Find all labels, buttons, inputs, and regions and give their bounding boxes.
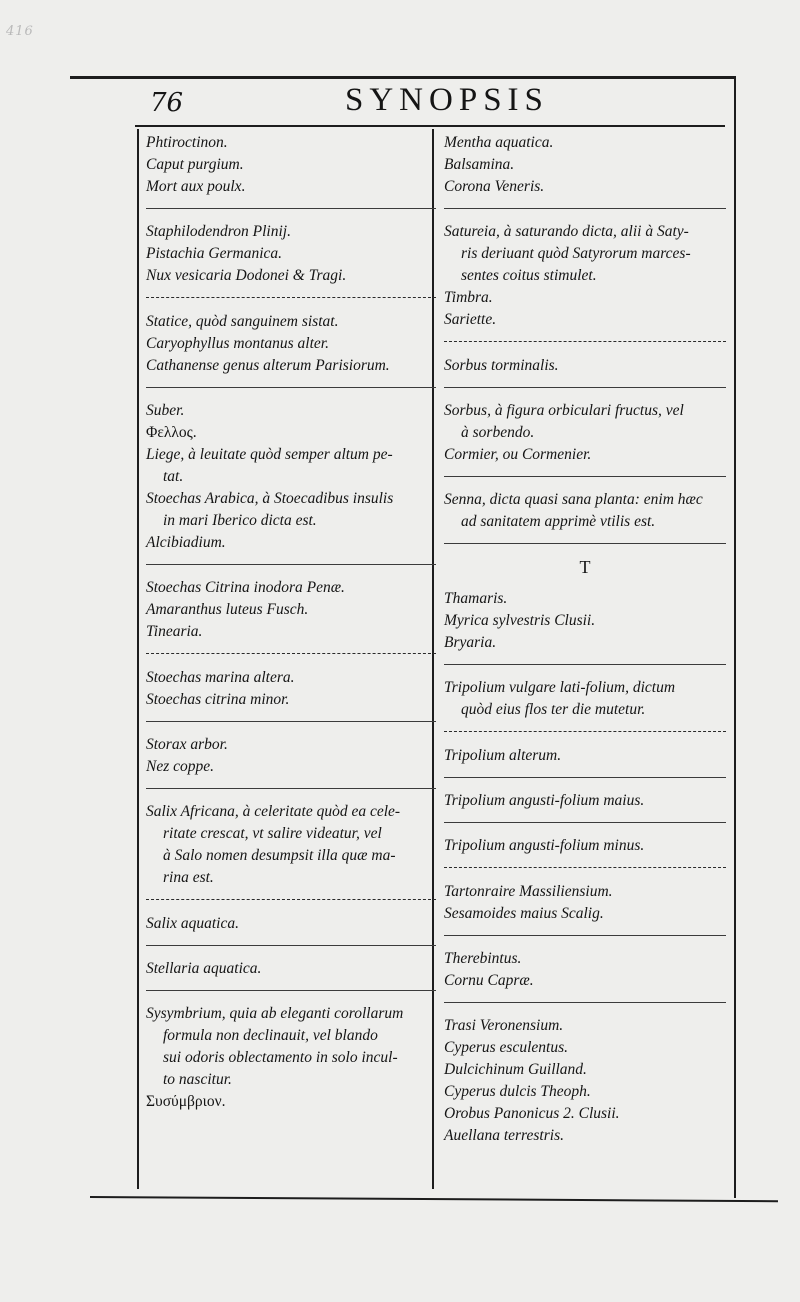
entry-line: Sariette. bbox=[444, 311, 497, 328]
entry-line: Stoechas Arabica, à Stoecadibus insulis bbox=[146, 490, 394, 507]
entry-line: Therebintus. bbox=[444, 950, 522, 967]
entry-line: Stellaria aquatica. bbox=[146, 960, 262, 977]
plant-entry bbox=[146, 577, 436, 643]
entry-line: Sysymbrium, quia ab eleganti corollarum bbox=[146, 1005, 404, 1022]
left-column-rule bbox=[137, 129, 139, 1189]
entry-line: rina est. bbox=[163, 869, 214, 886]
entry-line: Tripolium angusti-folium minus. bbox=[444, 837, 645, 854]
entry-line: Tripolium angusti-folium maius. bbox=[444, 792, 645, 809]
entry-line: to nascitur. bbox=[163, 1071, 232, 1088]
entry-divider bbox=[146, 208, 436, 209]
entry-line: quòd eius flos ter die mutetur. bbox=[461, 701, 646, 718]
entry-line: Stoechas marina altera. bbox=[146, 669, 295, 686]
running-title: SYNOPSIS bbox=[345, 82, 549, 118]
entry-line: Cyperus dulcis Theoph. bbox=[444, 1083, 591, 1100]
entry-line: Liege, à leuitate quòd semper altum pe- bbox=[146, 446, 393, 463]
section-letter-heading: T bbox=[579, 557, 591, 577]
entry-line: Satureia, à saturando dicta, alii à Saty- bbox=[444, 223, 689, 240]
plant-entry bbox=[146, 667, 436, 711]
entry-line: in mari Iberico dicta est. bbox=[163, 512, 317, 529]
entry-line: Sorbus torminalis. bbox=[444, 357, 559, 374]
entry-line: à sorbendo. bbox=[461, 424, 535, 441]
entry-line: Senna, dicta quasi sana planta: enim hæc bbox=[444, 491, 703, 508]
entry-divider bbox=[146, 387, 436, 388]
plant-entry bbox=[444, 745, 726, 767]
entry-line: sentes coitus stimulet. bbox=[461, 267, 597, 284]
entry-line: Storax arbor. bbox=[146, 736, 228, 753]
entry-divider bbox=[444, 935, 726, 936]
entry-line: ris deriuant quòd Satyrorum marces- bbox=[461, 245, 691, 262]
entry-line: Alcibiadium. bbox=[146, 534, 226, 551]
entry-line: Nux vesicaria Dodonei & Tragi. bbox=[146, 267, 347, 284]
entry-divider bbox=[146, 788, 436, 789]
entry-line: Cathanense genus alterum Parisiorum. bbox=[146, 357, 390, 374]
plant-entry bbox=[444, 881, 726, 925]
entry-line: formula non declinauit, vel blando bbox=[163, 1027, 378, 1044]
plant-entry bbox=[444, 132, 726, 198]
plant-entry bbox=[444, 400, 726, 466]
entry-line: Auellana terrestris. bbox=[444, 1127, 564, 1144]
entry-divider bbox=[444, 867, 726, 869]
entry-divider bbox=[146, 899, 436, 901]
plant-entry bbox=[444, 835, 726, 857]
plant-entry bbox=[146, 400, 436, 554]
entry-line: Bryaria. bbox=[444, 634, 497, 651]
entry-line: Cyperus esculentus. bbox=[444, 1039, 568, 1056]
page-frame bbox=[70, 76, 736, 1200]
entry-line: Staphilodendron Plinij. bbox=[146, 223, 291, 240]
plant-entry bbox=[146, 1003, 436, 1113]
entry-divider bbox=[146, 945, 436, 946]
entry-divider bbox=[146, 990, 436, 991]
entry-line: Tartonraire Massiliensium. bbox=[444, 883, 613, 900]
entry-line: Tinearia. bbox=[146, 623, 203, 640]
entry-line: Tripolium vulgare lati-folium, dictum bbox=[444, 679, 676, 696]
margin-annotation: 416 bbox=[6, 24, 34, 39]
plant-entry bbox=[444, 588, 726, 654]
entry-divider bbox=[444, 208, 726, 209]
entry-divider bbox=[444, 543, 726, 544]
entry-line: Amaranthus luteus Fusch. bbox=[146, 601, 309, 618]
entry-divider bbox=[146, 653, 436, 655]
entry-line: Mentha aquatica. bbox=[444, 134, 554, 151]
entry-line: Cornu Capræ. bbox=[444, 972, 534, 989]
plant-entry bbox=[444, 948, 726, 992]
entry-line: Statice, quòd sanguinem sistat. bbox=[146, 313, 339, 330]
plant-entry bbox=[146, 734, 436, 778]
entry-line: Φελλος. bbox=[146, 424, 197, 441]
entry-line: ritate crescat, vt salire videatur, vel bbox=[163, 825, 382, 842]
entry-line: Stoechas citrina minor. bbox=[146, 691, 290, 708]
plant-entry bbox=[146, 221, 436, 287]
entry-line: Salix Africana, à celeritate quòd ea cele- bbox=[146, 803, 401, 820]
plant-entry bbox=[444, 677, 726, 721]
entry-line: Orobus Panonicus 2. Clusii. bbox=[444, 1105, 620, 1122]
plant-entry bbox=[444, 489, 726, 533]
header-rule bbox=[135, 125, 725, 127]
plant-entry bbox=[146, 311, 436, 377]
entry-divider bbox=[444, 664, 726, 665]
entry-divider bbox=[146, 297, 436, 299]
entry-line: Caput purgium. bbox=[146, 156, 244, 173]
entry-line: Tripolium alterum. bbox=[444, 747, 562, 764]
entry-divider bbox=[444, 476, 726, 477]
frame-right-rule bbox=[734, 76, 736, 1198]
entry-line: Corona Veneris. bbox=[444, 178, 545, 195]
entry-line: Myrica sylvestris Clusii. bbox=[444, 612, 596, 629]
entry-line: Pistachia Germanica. bbox=[146, 245, 283, 262]
entry-line: Salix aquatica. bbox=[146, 915, 239, 932]
entry-line: Dulcichinum Guilland. bbox=[444, 1061, 587, 1078]
entry-line: Nez coppe. bbox=[146, 758, 215, 775]
entry-divider bbox=[444, 731, 726, 733]
plant-entry bbox=[146, 801, 436, 889]
entry-line: sui odoris oblectamento in solo incul- bbox=[163, 1049, 398, 1066]
entry-line: Sorbus, à figura orbiculari fructus, vel bbox=[444, 402, 684, 419]
plant-entry bbox=[444, 1015, 726, 1147]
entry-line: Mort aux poulx. bbox=[146, 178, 246, 195]
entry-line: Trasi Veronensium. bbox=[444, 1017, 564, 1034]
plant-entry bbox=[146, 958, 436, 980]
right-column bbox=[444, 132, 726, 1147]
entry-divider bbox=[444, 387, 726, 388]
entry-line: Sesamoides maius Scalig. bbox=[444, 905, 604, 922]
entry-line: Thamaris. bbox=[444, 590, 508, 607]
entry-divider bbox=[146, 564, 436, 565]
frame-top-rule bbox=[70, 76, 736, 79]
entry-line: à Salo nomen desumpsit illa quæ ma- bbox=[163, 847, 396, 864]
plant-entry bbox=[444, 790, 726, 812]
entry-divider bbox=[444, 777, 726, 778]
entry-divider bbox=[444, 1002, 726, 1003]
entry-line: Stoechas Citrina inodora Penæ. bbox=[146, 579, 345, 596]
entry-line: ad sanitatem apprimè vtilis est. bbox=[461, 513, 656, 530]
entry-line: Suber. bbox=[146, 402, 185, 419]
entry-divider bbox=[444, 822, 726, 823]
entry-line: Συσύμβριον. bbox=[146, 1093, 226, 1110]
plant-entry bbox=[444, 355, 726, 377]
entry-line: Cormier, ou Cormenier. bbox=[444, 446, 592, 463]
page-number: 76 bbox=[150, 88, 184, 118]
entry-line: Phtiroctinon. bbox=[146, 134, 228, 151]
left-column bbox=[146, 132, 436, 1113]
entry-line: Timbra. bbox=[444, 289, 493, 306]
plant-entry bbox=[444, 221, 726, 331]
entry-divider bbox=[444, 341, 726, 343]
entry-line: Balsamina. bbox=[444, 156, 515, 173]
entry-line: Caryophyllus montanus alter. bbox=[146, 335, 329, 352]
entry-line: tat. bbox=[163, 468, 184, 485]
entry-divider bbox=[146, 721, 436, 722]
frame-bottom-rule bbox=[90, 1196, 778, 1202]
plant-entry bbox=[146, 913, 436, 935]
plant-entry bbox=[146, 132, 436, 198]
